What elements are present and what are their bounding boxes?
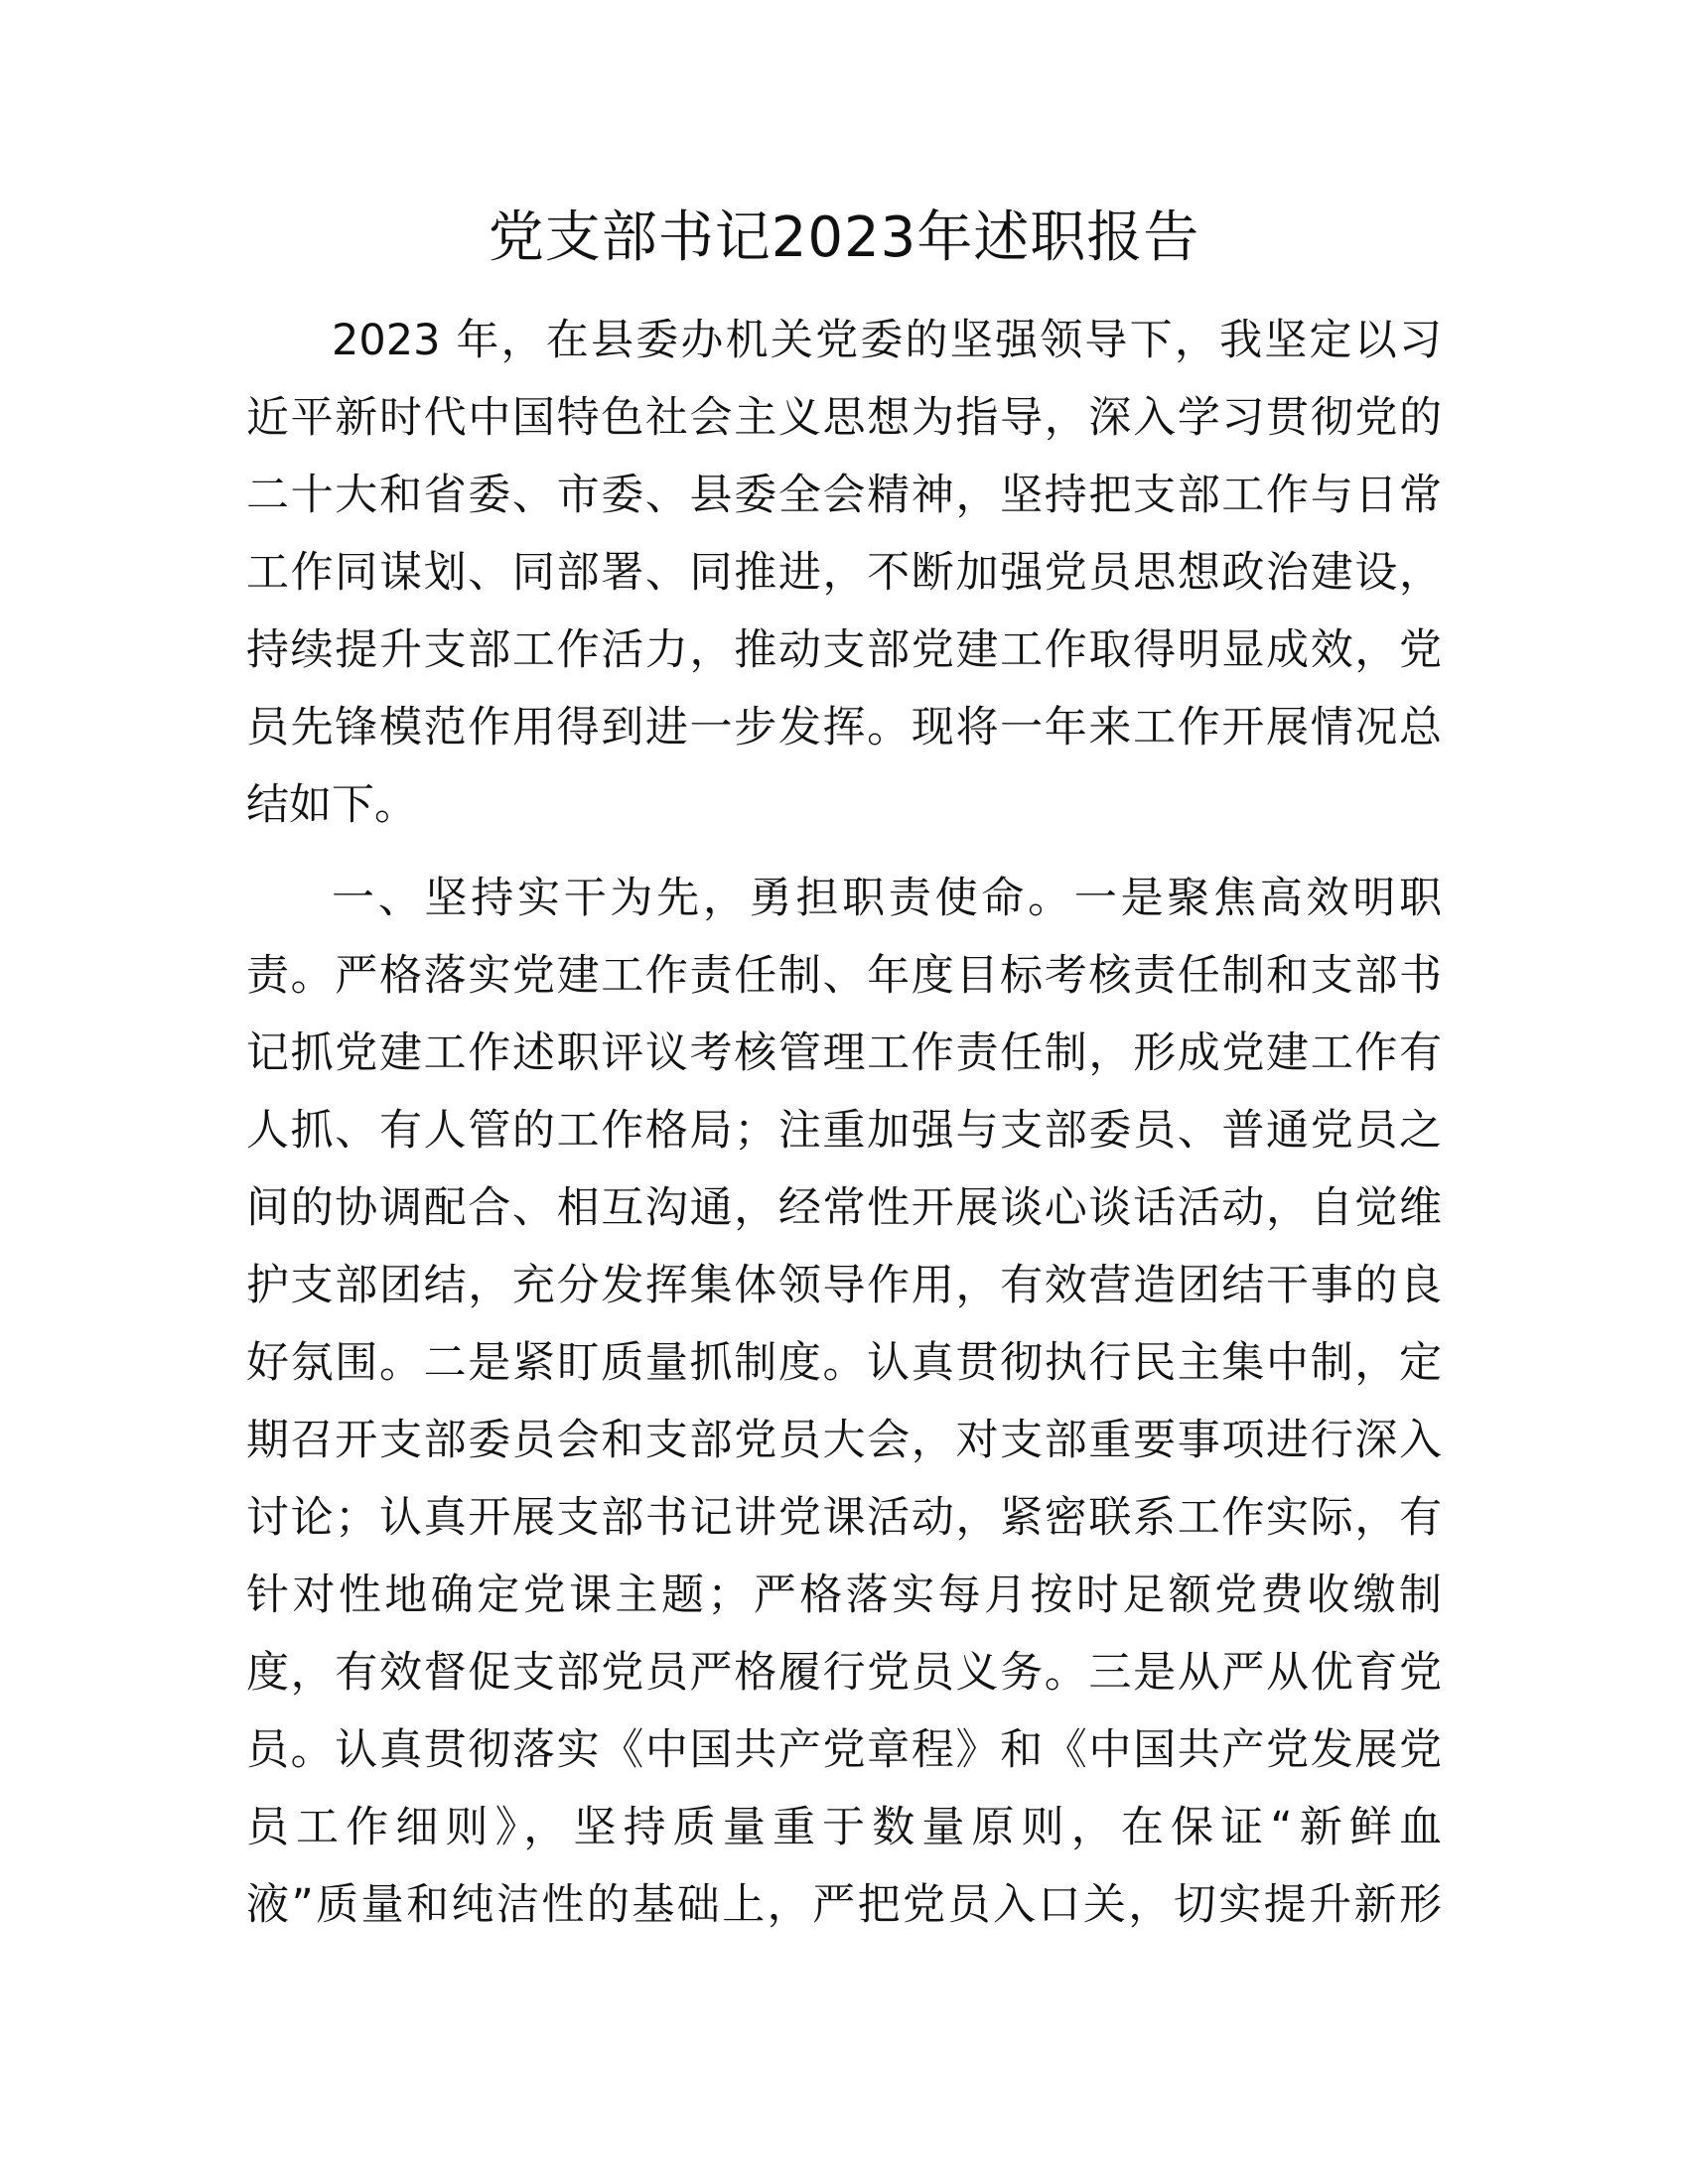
document-body	[246, 302, 1442, 1944]
paragraph-section-one	[246, 860, 1442, 1944]
text-line: 讨论；认真开展支部书记讲党课活动，紧密联系工作实际，有	[246, 1493, 1442, 1543]
text-line: 液”质量和纯洁性的基础上，严把党员入口关，切实提升新形	[246, 1880, 1442, 1930]
text-line: 近平新时代中国特色社会主义思想为指导，深入学习贯彻党的	[246, 393, 1442, 443]
text-line: 2023 年，在县委办机关党委的坚强领导下，我坚定以习	[332, 316, 1442, 365]
text-line: 好氛围。二是紧盯质量抓制度。认真贯彻执行民主集中制，定	[246, 1338, 1442, 1388]
text-line: 责。严格落实党建工作责任制、年度目标考核责任制和支部书	[246, 951, 1442, 1001]
text-line: 二十大和省委、市委、县委全会精神，坚持把支部工作与日常	[246, 471, 1442, 520]
paragraph-gap	[246, 844, 1442, 860]
text-line: 间的协调配合、相互沟通，经常性开展谈心谈话活动，自觉维	[246, 1183, 1442, 1233]
text-line: 针对性地确定党课主题；严格落实每月按时足额党费收缴制	[246, 1570, 1442, 1620]
page-title: 党支部书记2023年述职报告	[488, 205, 1200, 270]
text-line: 员工作细则》，坚持质量重于数量原则，在保证“新鲜血	[246, 1803, 1442, 1852]
text-line: 员。认真贯彻落实《中国共产党章程》和《中国共产党发展党	[246, 1725, 1442, 1775]
text-line: 一、坚持实干为先，勇担职责使命。一是聚焦高效明职	[332, 874, 1442, 923]
text-line: 持续提升支部工作活力，推动支部党建工作取得明显成效，党	[246, 625, 1442, 675]
text-line: 人抓、有人管的工作格局；注重加强与支部委员、普通党员之	[246, 1106, 1442, 1156]
paragraph-intro	[246, 302, 1442, 844]
text-line: 护支部团结，充分发挥集体领导作用，有效营造团结干事的良	[246, 1261, 1442, 1310]
text-line: 记抓党建工作述职评议考核管理工作责任制，形成党建工作有	[246, 1028, 1442, 1078]
text-line: 结如下。	[246, 780, 417, 830]
text-line: 员先锋模范作用得到进一步发挥。现将一年来工作开展情况总	[246, 703, 1442, 752]
text-line: 度，有效督促支部党员严格履行党员义务。三是从严从优育党	[246, 1648, 1442, 1698]
text-line: 期召开支部委员会和支部党员大会，对支部重要事项进行深入	[246, 1416, 1442, 1465]
text-line: 工作同谋划、同部署、同推进，不断加强党员思想政治建设，	[246, 548, 1442, 598]
